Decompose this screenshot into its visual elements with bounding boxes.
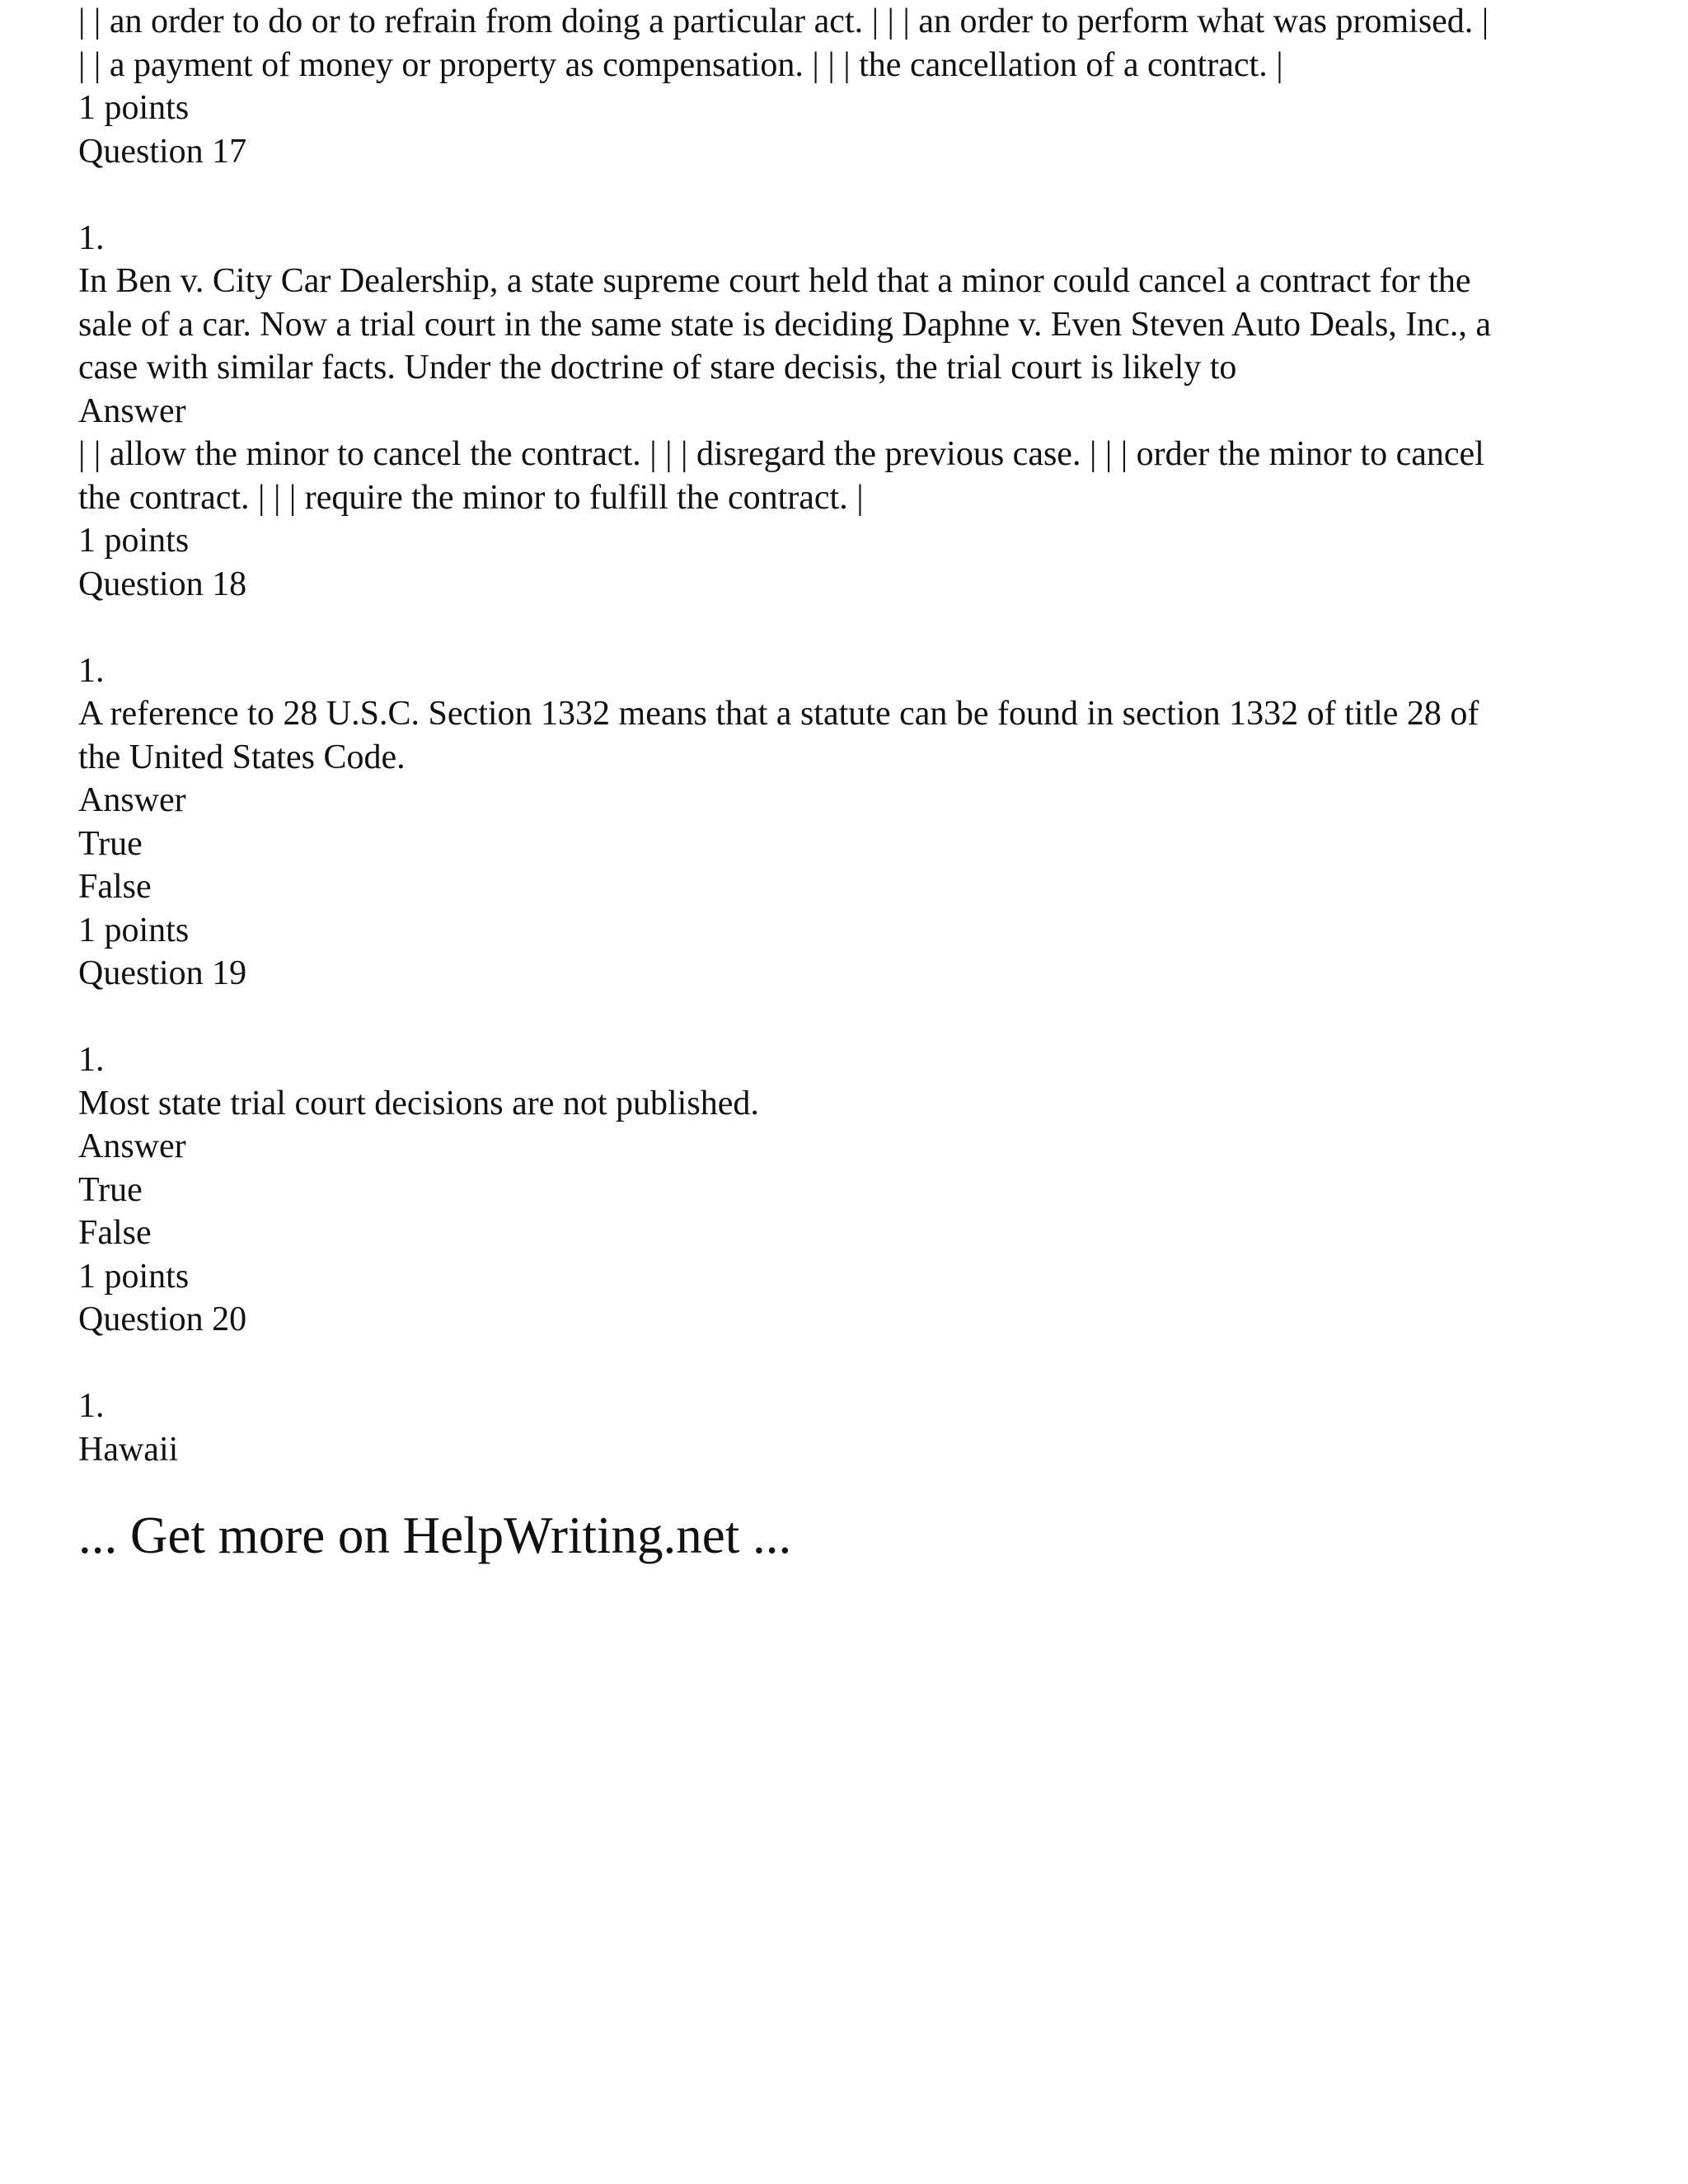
question-18-points: 1 points (78, 911, 190, 949)
question-19 (78, 952, 1644, 1298)
question-16-options-line-2: | | a payment of money or property as compensation. | | | the cancellation of a contract. | (78, 45, 1283, 84)
question-20 (78, 1298, 1644, 1471)
spacer (78, 996, 1644, 1039)
question-17-stem-line-1: In Ben v. City Car Dealership, a state supreme court held that a minor could cancel a contract for the (78, 262, 1471, 300)
question-16-options-line-1: | | an order to do or to refrain from doing a particular act. | | | an order to perform what was promised. | (78, 2, 1489, 40)
question-18-heading: Question 18 (78, 565, 247, 603)
question-17-stem-line-2: sale of a car. Now a trial court in the same state is deciding Daphne v. Even Steven Auto Deals, Inc., a (78, 305, 1492, 344)
question-17-options-line-2: the contract. | | | require the minor to fulfill the contract. | (78, 478, 864, 517)
question-17-number: 1. (78, 218, 105, 257)
question-20-heading: Question 20 (78, 1301, 247, 1338)
spacer (78, 1342, 1644, 1385)
question-18-option-true: True (78, 824, 143, 863)
question-17 (78, 130, 1644, 563)
question-19-option-true: True (78, 1170, 143, 1209)
question-19-stem: Most state trial court decisions are not published. (78, 1084, 759, 1122)
question-18-number: 1. (78, 651, 105, 690)
question-20-stem: Hawaii (78, 1430, 179, 1469)
question-18-option-false: False (78, 868, 152, 906)
question-17-stem-line-3: case with similar facts. Under the doctrine of stare decisis, the trial court is likely to (78, 349, 1237, 387)
question-19-number: 1. (78, 1041, 105, 1079)
get-more-link[interactable]: ... Get more on HelpWriting.net ... (78, 1507, 792, 1564)
question-20-number: 1. (78, 1387, 105, 1425)
question-18-stem-line-1: A reference to 28 U.S.C. Section 1332 means that a statute can be found in section 1332 of title 28 of (78, 695, 1479, 733)
question-19-answer-label: Answer (78, 1127, 186, 1165)
question-18-stem-line-2: the United States Code. (78, 738, 406, 776)
question-19-option-false: False (78, 1214, 152, 1252)
question-19-heading: Question 19 (78, 954, 247, 992)
question-17-answer-label: Answer (78, 391, 186, 430)
question-17-points: 1 points (78, 522, 190, 560)
question-16-tail (78, 0, 1644, 130)
question-18 (78, 563, 1644, 953)
question-19-points: 1 points (78, 1257, 190, 1296)
document-page (78, 0, 1644, 1565)
spacer (78, 173, 1644, 217)
spacer (78, 606, 1644, 649)
question-17-heading: Question 17 (78, 132, 247, 171)
question-16-points: 1 points (78, 89, 190, 127)
question-18-answer-label: Answer (78, 781, 186, 819)
question-17-options-line-1: | | allow the minor to cancel the contract. | | | disregard the previous case. | | | order the minor to cancel (78, 435, 1484, 473)
